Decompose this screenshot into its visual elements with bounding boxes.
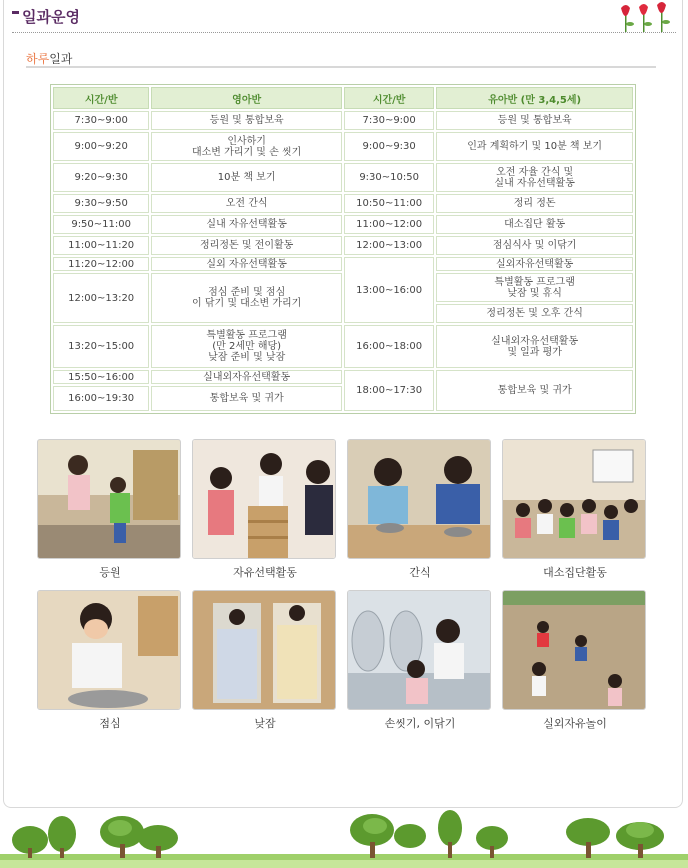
- daily-schedule-table: [50, 84, 636, 414]
- infant-activity: 10분 책 보기: [151, 163, 342, 192]
- photo-lunch: [37, 590, 181, 710]
- column-header: 유아반 (만 3,4,5세): [436, 87, 633, 109]
- photo-item: [502, 590, 648, 731]
- infant-activity: 실외 자유선택활동: [151, 257, 342, 271]
- column-header: 시간/반: [344, 87, 434, 109]
- table-row: [53, 236, 633, 255]
- photo-item: [502, 439, 648, 580]
- photo-outdoor-play: [502, 590, 646, 710]
- section-title-accent: 하루: [26, 52, 50, 66]
- toddler-activity: 정리정돈 및 오후 간식: [436, 304, 633, 323]
- infant-activity: 등원 및 통합보육: [151, 111, 342, 130]
- infant-time: 15:50~16:00: [53, 370, 149, 384]
- infant-time: 9:50~11:00: [53, 215, 149, 234]
- infant-activity: 실내 자유선택활동: [151, 215, 342, 234]
- table-row: [53, 132, 633, 161]
- infant-time: 9:30~9:50: [53, 194, 149, 213]
- infant-activity: 점심 준비 및 점심 이 닦기 및 대소변 가리기: [151, 273, 342, 323]
- toddler-activity: 정리 정돈: [436, 194, 633, 213]
- section-title-rest: 일과: [49, 52, 73, 66]
- toddler-activity: 실내외자유선택활동 및 일과 평가: [436, 325, 633, 368]
- toddler-activity: 오전 자율 간식 및 실내 자유선택활동: [436, 163, 633, 192]
- toddler-activity: 인과 계획하기 및 10분 책 보기: [436, 132, 633, 161]
- photo-nap: [192, 590, 336, 710]
- photo-snack: [347, 439, 491, 559]
- photo-item: [37, 439, 183, 580]
- toddler-time: 10:50~11:00: [344, 194, 434, 213]
- page-title: [12, 6, 80, 27]
- toddler-time: 9:00~9:30: [344, 132, 434, 161]
- toddler-time: 9:30~10:50: [344, 163, 434, 192]
- section-title: [26, 50, 72, 67]
- toddler-time: 18:00~17:30: [344, 370, 434, 411]
- photo-arrival: [37, 439, 181, 559]
- infant-activity: 정리정돈 및 전이활동: [151, 236, 342, 255]
- photo-caption: 대소집단활동: [543, 566, 607, 579]
- infant-time: 9:20~9:30: [53, 163, 149, 192]
- photo-item: [347, 439, 493, 580]
- infant-activity: 통합보육 및 귀가: [151, 386, 342, 411]
- infant-activity: 특별활동 프로그램 (만 2세만 해당) 낮잠 준비 및 낮잠: [151, 325, 342, 368]
- infant-time: 13:20~15:00: [53, 325, 149, 368]
- table-row: [53, 370, 633, 384]
- page-title-text: 일과운영: [22, 8, 80, 26]
- infant-time: 16:00~19:30: [53, 386, 149, 411]
- flower-icon: [618, 2, 674, 34]
- toddler-activity: 특별활동 프로그램 낮잠 및 휴식: [436, 273, 633, 302]
- photo-item: [192, 590, 338, 731]
- column-header: 시간/반: [53, 87, 149, 109]
- section-divider: [26, 66, 656, 68]
- infant-time: 11:00~11:20: [53, 236, 149, 255]
- photo-free-choice: [192, 439, 336, 559]
- table-header-row: [53, 87, 633, 109]
- photo-caption: 손씻기, 이닦기: [384, 717, 456, 730]
- photo-caption: 간식: [409, 566, 431, 579]
- photo-handwashing: [347, 590, 491, 710]
- photo-caption: 실외자유놀이: [543, 717, 607, 730]
- infant-time: 9:00~9:20: [53, 132, 149, 161]
- infant-activity: 오전 간식: [151, 194, 342, 213]
- photo-caption: 낮잠: [254, 717, 276, 730]
- column-header: 영아반: [151, 87, 342, 109]
- table-row: [53, 111, 633, 130]
- infant-time: 12:00~13:20: [53, 273, 149, 323]
- toddler-activity: 점심식사 및 이닦기: [436, 236, 633, 255]
- toddler-activity: 대소집단 활동: [436, 215, 633, 234]
- toddler-time: 13:00~16:00: [344, 257, 434, 323]
- photo-caption: 점심: [99, 717, 121, 730]
- table-row: [53, 215, 633, 234]
- photo-item: [192, 439, 338, 580]
- photo-caption: 등원: [99, 566, 121, 579]
- toddler-activity: 등원 및 통합보육: [436, 111, 633, 130]
- infant-time: 11:20~12:00: [53, 257, 149, 271]
- photo-item: [37, 590, 183, 731]
- table-row: [53, 194, 633, 213]
- photo-caption: 자유선택활동: [233, 566, 297, 579]
- table-row: [53, 325, 633, 368]
- infant-activity: 인사하기 대소변 가리기 및 손 씻기: [151, 132, 342, 161]
- table-row: [53, 163, 633, 192]
- toddler-time: 16:00~18:00: [344, 325, 434, 368]
- toddler-time: 11:00~12:00: [344, 215, 434, 234]
- infant-activity: 실내외자유선택활동: [151, 370, 342, 384]
- toddler-time: 12:00~13:00: [344, 236, 434, 255]
- photo-group-activity: [502, 439, 646, 559]
- table-row: [53, 257, 633, 271]
- toddler-activity: 실외자유선택활동: [436, 257, 633, 271]
- photo-item: [347, 590, 493, 731]
- title-divider: [12, 32, 676, 33]
- title-bullet: [12, 11, 19, 14]
- toddler-time: 7:30~9:00: [344, 111, 434, 130]
- tree-decoration-icon: [0, 808, 688, 868]
- infant-time: 7:30~9:00: [53, 111, 149, 130]
- toddler-activity: 통합보육 및 귀가: [436, 370, 633, 411]
